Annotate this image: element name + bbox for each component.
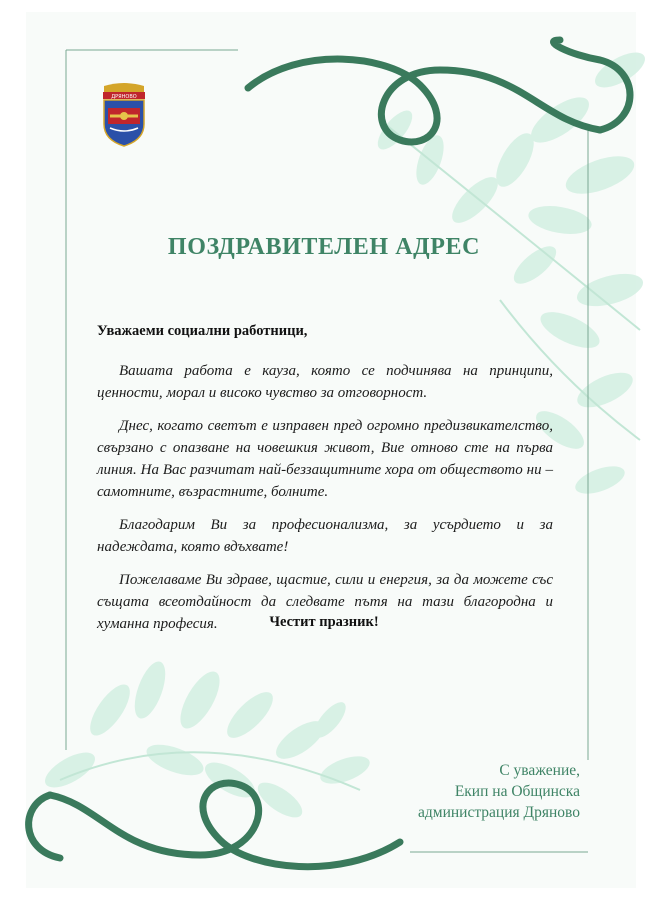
signature-block: [418, 760, 580, 823]
letter-title: ПОЗДРАВИТЕЛЕН АДРЕС: [167, 234, 481, 260]
signature-line: С уважение,: [499, 762, 580, 779]
closing-greeting: Честит празник!: [269, 614, 379, 630]
paragraph: Благодарим Ви за професионализма, за усърдието и за надеждата, която вдъхвате!: [97, 517, 553, 555]
signature-line: Екип на Общинска: [454, 783, 580, 800]
paragraph: Пожелаваме Ви здраве, щастие, сили и енергия, за да можете със същата всеотдайност да следвате пътя на тази благородна и хуманна професия.: [97, 572, 553, 632]
salutation: Уважаеми социални работници,: [97, 323, 308, 339]
paragraph: Вашата работа е кауза, която се подчинява на принципи, ценности, морал и високо чувство за отговорност.: [97, 363, 553, 401]
svg-text:ДРЯНОВО: ДРЯНОВО: [111, 94, 137, 100]
paragraph: Днес, когато светът е изправен пред огромно предизвикателство, свързано с опазване на човешкия живот, Вие отново сте на първа линия. На Вас разчитат най-беззащитните хора от обществото ни – самотните, възрастните, болните.: [97, 418, 553, 500]
coat-of-arms-logo: [96, 82, 152, 148]
letter-body: [97, 360, 553, 646]
signature-line: администрация Дряново: [418, 804, 580, 821]
